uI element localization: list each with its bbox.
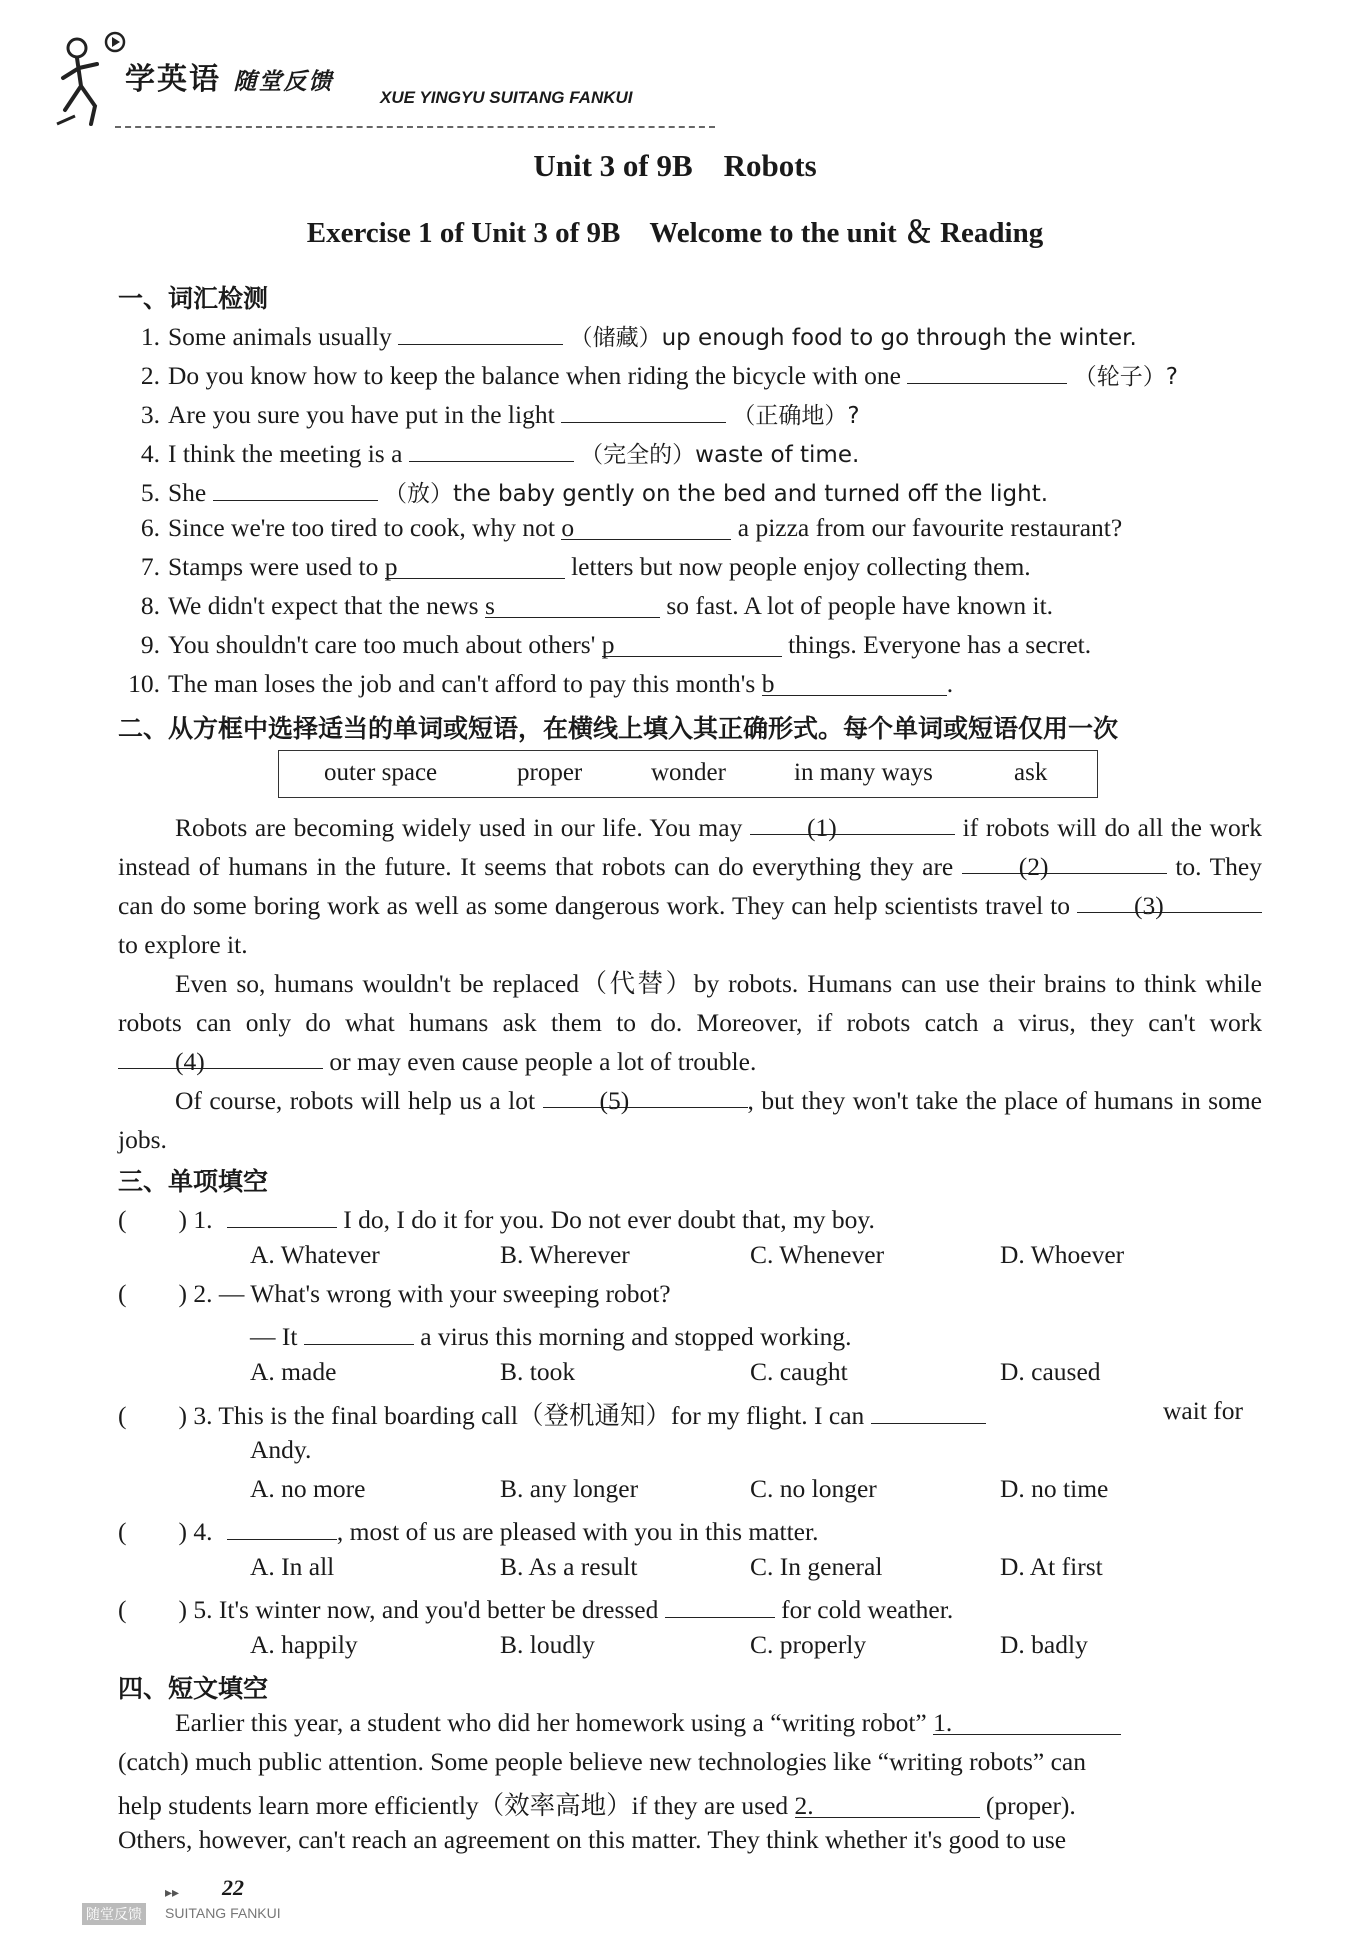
mc-question-3: ( ) 3. This is the final boarding call（登机通知）for my flight. I can [118, 1396, 986, 1432]
header-divider [115, 126, 715, 128]
running-student-icon [55, 28, 135, 128]
vocab-item: 4. I think the meeting is a （完全的）waste of time. [118, 435, 859, 469]
option-a[interactable]: A. In all [250, 1552, 335, 1581]
word-option: outer space [324, 759, 438, 786]
option-b[interactable]: B. Wherever [500, 1240, 630, 1269]
vocab-item: 10. The man loses the job and can't afford to pay this month's b . [128, 669, 954, 698]
question-tail: wait for [1163, 1396, 1244, 1425]
cloze-paragraph-3: Of course, robots will help us a lot (5) , but they won't take the place of humans in some jobs. [118, 1081, 1262, 1159]
answer-blank[interactable] [227, 1201, 337, 1228]
cloze-paragraph-1: Robots are becoming widely used in our life. You may (1) if robots will do all the work instead of humans in the future. It seems that robots can do everything they are (2) to. They can do some boring work as well as some dangerous work. They can help scientists travel to (3) to explore it. [118, 808, 1262, 964]
option-c[interactable]: C. Whenever [750, 1240, 885, 1269]
logo-text: 学英语 随堂反馈 [125, 62, 334, 97]
cloze-paragraph-2: Even so, humans wouldn't be replaced（代替）by robots. Humans can use their brains to think while robots can only do what humans ask them to do. Moreover, if robots catch a virus, they can't work (4) or may even cause people a lot of trouble. [118, 969, 1262, 1076]
option-a[interactable]: A. no more [250, 1474, 366, 1503]
logo-pinyin: XUE YINGYU SUITANG FANKUI [380, 88, 633, 107]
vocab-item: 6. Since we're too tired to cook, why not o a pizza from our favourite restaurant? [140, 513, 1123, 542]
option-a[interactable]: A. Whatever [250, 1240, 380, 1269]
passage-line: (catch) much public attention. Some people believe new technologies like “writing robots” can [118, 1747, 1086, 1776]
option-d[interactable]: D. no time [1000, 1474, 1109, 1503]
answer-blank[interactable] [409, 435, 574, 462]
passage-line: help students learn more efficiently（效率高地）if they are used 2. (proper). [118, 1791, 1076, 1820]
option-d[interactable]: D. caused [1000, 1357, 1101, 1386]
option-c[interactable]: C. properly [750, 1630, 867, 1659]
answer-blank[interactable] [227, 1513, 337, 1540]
option-b[interactable]: B. took [500, 1357, 576, 1386]
answer-blank[interactable]: p [385, 552, 565, 579]
option-d[interactable]: D. Whoever [1000, 1240, 1125, 1269]
word-option: in many ways [794, 759, 933, 786]
option-c[interactable]: C. caught [750, 1357, 848, 1386]
section-2-heading: 二、从方框中选择适当的单词或短语，在横线上填入其正确形式。每个单词或短语仅用一次 [118, 714, 1119, 743]
vocab-item: 5. She （放）the baby gently on the bed and turned off the light. [118, 474, 1048, 508]
word-option: proper [517, 759, 583, 786]
answer-blank[interactable]: (5) [543, 1081, 748, 1108]
mc-question-1: ( ) 1. I do, I do it for you. Do not ever doubt that, my boy. [118, 1201, 875, 1235]
section-3-heading: 三、单项填空 [118, 1167, 269, 1196]
answer-blank[interactable]: 1. [933, 1708, 1121, 1735]
passage-line: Others, however, can't reach an agreement on this matter. They think whether it's good to use [118, 1825, 1067, 1854]
word-box [278, 750, 1098, 798]
vocab-item: 2. Do you know how to keep the balance when riding the bicycle with one （轮子）? [118, 357, 1178, 391]
vocab-item: 1. Some animals usually （储藏）up enough food to go through the winter. [118, 318, 1137, 352]
answer-blank[interactable] [561, 396, 726, 423]
footer-brand-pinyin: SUITANG FANKUI [165, 1905, 281, 1921]
page-arrow-icon: ▸▸ [165, 1886, 180, 1901]
book-header [55, 28, 695, 128]
page-number: 22 [222, 1875, 244, 1900]
vocab-item: 8. We didn't expect that the news s so fast. A lot of people have known it. [140, 591, 1054, 620]
option-b[interactable]: B. As a result [500, 1552, 638, 1581]
answer-blank[interactable] [213, 474, 378, 501]
answer-blank[interactable]: (2) [962, 847, 1167, 874]
option-b[interactable]: B. loudly [500, 1630, 595, 1659]
word-option: wonder [651, 759, 726, 786]
dialogue-line: — It a virus this morning and stopped working. [250, 1318, 852, 1352]
question-continuation: Andy. [250, 1435, 312, 1464]
answer-blank[interactable]: (4) [118, 1042, 323, 1069]
option-a[interactable]: A. happily [250, 1630, 358, 1659]
footer-brand: 随堂反馈 [82, 1903, 146, 1925]
section-4-heading: 四、短文填空 [118, 1674, 269, 1703]
vocab-item: 7. Stamps were used to p letters but now people enjoy collecting them. [140, 552, 1031, 581]
answer-blank[interactable]: o [561, 513, 731, 540]
unit-title: Unit 3 of 9B Robots [533, 148, 817, 183]
answer-blank[interactable] [665, 1591, 775, 1618]
option-b[interactable]: B. any longer [500, 1474, 639, 1503]
answer-blank[interactable]: (1) [750, 808, 955, 835]
passage-line: Earlier this year, a student who did her homework using a “writing robot” 1. [175, 1708, 1121, 1738]
option-d[interactable]: D. badly [1000, 1630, 1088, 1659]
answer-blank[interactable]: p [602, 630, 782, 657]
answer-blank[interactable] [398, 318, 563, 345]
answer-blank[interactable] [871, 1397, 986, 1424]
exercise-title: Exercise 1 of Unit 3 of 9B Welcome to the unit ＆ Reading [306, 217, 1044, 249]
word-option: ask [1014, 759, 1048, 786]
mc-question-2: ( ) 2. — What's wrong with your sweeping robot? [118, 1279, 671, 1308]
answer-blank[interactable]: b [762, 669, 947, 696]
option-a[interactable]: A. made [250, 1357, 337, 1386]
option-c[interactable]: C. In general [750, 1552, 883, 1581]
answer-blank[interactable]: s [485, 591, 660, 618]
section-1-heading: 一、词汇检测 [118, 284, 269, 313]
mc-question-5: ( ) 5. It's winter now, and you'd better be dressed for cold weather. [118, 1591, 953, 1625]
answer-blank[interactable] [907, 357, 1067, 384]
answer-blank[interactable] [304, 1318, 414, 1345]
option-c[interactable]: C. no longer [750, 1474, 877, 1503]
mc-question-4: ( ) 4. , most of us are pleased with you in this matter. [118, 1513, 818, 1547]
option-d[interactable]: D. At first [1000, 1552, 1103, 1581]
vocab-item: 3. Are you sure you have put in the light （正确地）? [118, 396, 860, 430]
answer-blank[interactable]: (3) [1077, 886, 1262, 913]
answer-blank[interactable]: 2. [795, 1791, 980, 1818]
vocab-item: 9. You shouldn't care too much about others' p things. Everyone has a secret. [140, 630, 1092, 659]
